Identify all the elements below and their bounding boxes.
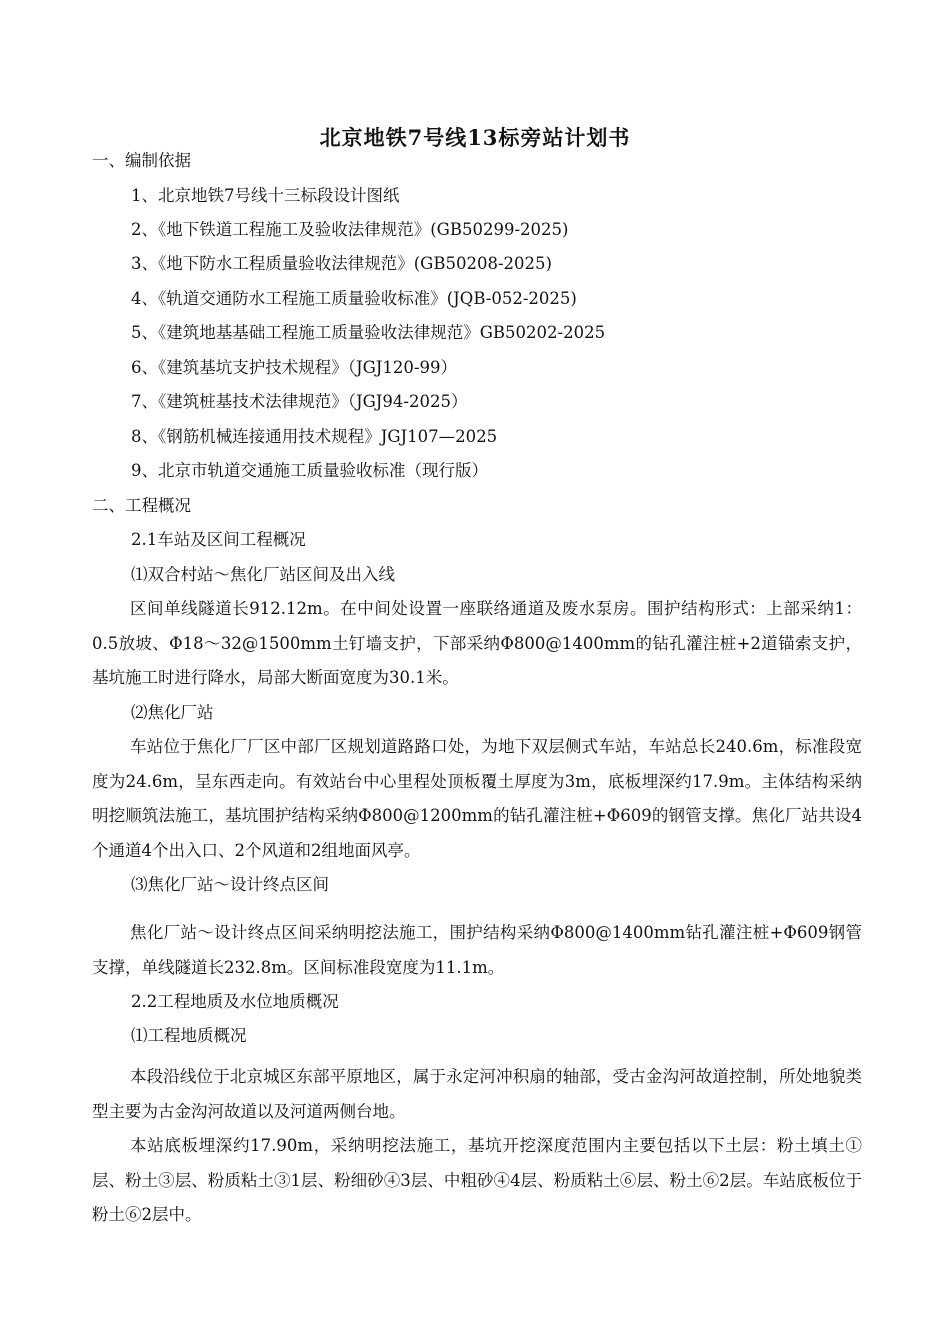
basis-item-8: 8、《钢筋机械连接通用技术规程》JGJ107—2025 <box>131 427 498 446</box>
paragraph-soil-layers: 本站底板埋深约17.90m，采纳明挖法施工，基坑开挖深度范围内主要包括以下土层：粉土填土①层、粉土③层、粉质粘土③1层、粉细砂④3层、中粗砂④4层、粉质粘土⑥层、粉土⑥2层。车站底板位于粉土⑥2层中。 <box>92 1136 862 1224</box>
basis-item-7: 7、《建筑桩基技术法律规范》（JGJ94-2025） <box>131 392 468 411</box>
item-heading-interval-2: ⑶焦化厂站～设计终点区间 <box>131 875 329 894</box>
paragraph-geology: 本段沿线位于北京城区东部平原地区，属于永定河冲积扇的轴部，受古金沟河故道控制，所处地貌类型主要为古金沟河故道以及河道两侧台地。 <box>92 1067 862 1121</box>
basis-item-2: 2、《地下铁道工程施工及验收法律规范》(GB50299-2025) <box>131 220 569 239</box>
item-heading-geology: ⑴工程地质概况 <box>131 1026 247 1045</box>
document-title: 北京地铁7号线13标旁站计划书 <box>319 125 631 150</box>
subsection-heading-2-2: 2.2工程地质及水位地质概况 <box>131 992 339 1011</box>
item-heading-station: ⑵焦化厂站 <box>131 703 214 722</box>
paragraph-station: 车站位于焦化厂厂区中部厂区规划道路路口处，为地下双层侧式车站，车站总长240.6m，标准段宽度为24.6m，呈东西走向。有效站台中心里程处顶板覆土厚度为3m，底板埋深约17.9m。主体结构采纳明挖顺筑法施工，基坑围护结构采纳Φ800@1200mm的钻孔灌注桩+Φ609的钢管支撑。焦化厂站共设4个通道4个出入口、2个风道和2组地面风亭。 <box>92 737 862 860</box>
paragraph-interval-1: 区间单线隧道长912.12m。在中间处设置一座联络通道及废水泵房。围护结构形式：上部采纳1：0.5放坡、Φ18～32@1500mm土钉墙支护，下部采纳Φ800@1400mm的钻孔灌注桩+2道锚索支护，基坑施工时进行降水，局部大断面宽度为30.1米。 <box>92 599 862 687</box>
subsection-heading-2-1: 2.1车站及区间工程概况 <box>131 530 306 549</box>
section-heading-basis: 一、编制依据 <box>92 151 191 170</box>
basis-item-5: 5、《建筑地基基础工程施工质量验收法律规范》GB50202-2025 <box>131 323 606 342</box>
basis-item-6: 6、《建筑基坑支护技术规程》（JGJ120-99） <box>131 358 457 377</box>
basis-item-9: 9、北京市轨道交通施工质量验收标准（现行版） <box>131 461 488 480</box>
item-heading-interval-1: ⑴双合村站～焦化厂站区间及出入线 <box>131 565 395 584</box>
section-heading-overview: 二、工程概况 <box>92 496 191 515</box>
basis-item-4: 4、《轨道交通防水工程施工质量验收标准》(JQB-052-2025) <box>131 289 577 308</box>
basis-item-3: 3、《地下防水工程质量验收法律规范》(GB50208-2025) <box>131 254 552 273</box>
paragraph-interval-2: 焦化厂站～设计终点区间采纳明挖法施工，围护结构采纳Φ800@1400mm钻孔灌注桩+Φ609钢管支撑，单线隧道长232.8m。区间标准段宽度为11.1m。 <box>92 923 862 977</box>
basis-item-1: 1、北京地铁7号线十三标段设计图纸 <box>131 186 400 205</box>
